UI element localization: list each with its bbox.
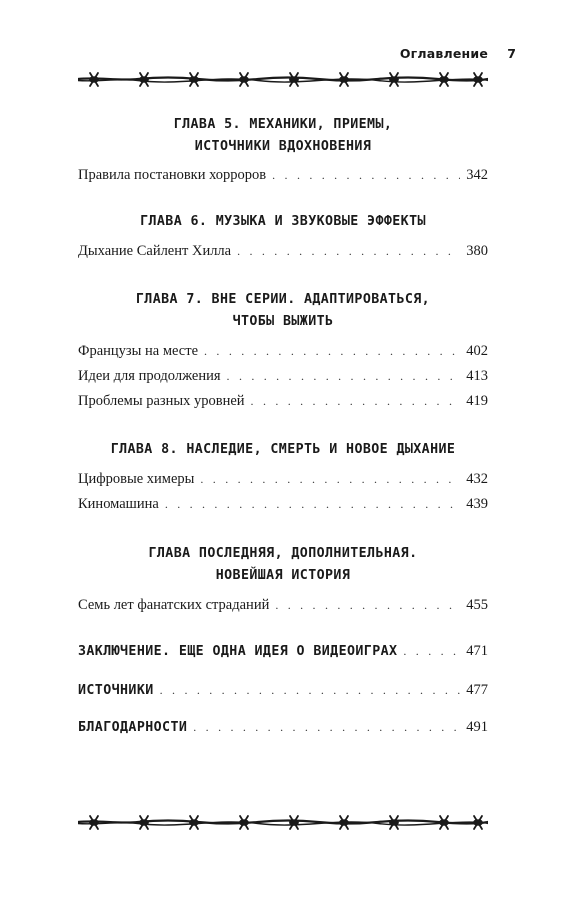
page-number: 7 (507, 46, 516, 61)
dot-leader (251, 390, 461, 412)
toc-entry[interactable] (78, 468, 488, 490)
dot-leader (272, 164, 460, 186)
toc-entry-page: 455 (466, 597, 488, 613)
toc-entry[interactable] (78, 493, 488, 515)
dot-leader (165, 493, 460, 515)
chapter-heading-line: ГЛАВА 6. МУЗЫКА И ЗВУКОВЫЕ ЭФФЕКТЫ (140, 214, 426, 229)
toc-entry-title: ЗАКЛЮЧЕНИЕ. ЕЩЕ ОДНА ИДЕЯ О ВИДЕОИГРАХ (78, 644, 398, 659)
toc-entry-title: БЛАГОДАРНОСТИ (78, 720, 188, 735)
toc-entry-page: 477 (466, 682, 488, 698)
barbed-wire-divider-bottom (78, 811, 488, 833)
dot-leader (275, 594, 460, 616)
chapter-heading-line: ГЛАВА 7. ВНЕ СЕРИИ. АДАПТИРОВАТЬСЯ, (135, 292, 431, 307)
toc-entry-page: 402 (466, 343, 488, 359)
toc-entry-page: 380 (466, 243, 488, 259)
toc-entry[interactable] (78, 340, 488, 362)
dot-leader (200, 468, 460, 490)
chapter-heading-line: ИСТОЧНИКИ ВДОХНОВЕНИЯ (194, 139, 372, 154)
chapter-5-heading (78, 114, 488, 158)
toc-entry-page: 419 (466, 393, 488, 409)
chapter-heading-line: НОВЕЙШАЯ ИСТОРИЯ (215, 568, 351, 583)
toc-entry[interactable] (78, 240, 488, 262)
chapter-6-heading (78, 211, 488, 233)
toc-entry[interactable] (78, 164, 488, 186)
toc-entry-acknowledgements[interactable] (78, 716, 488, 738)
toc-entry-title: Цифровые химеры (78, 471, 195, 487)
chapter-7-heading (78, 289, 488, 333)
toc-entry-page: 439 (466, 496, 488, 512)
toc-entry-title: Идеи для продолжения (78, 368, 221, 384)
toc-entry-title: Проблемы разных уровней (78, 393, 245, 409)
chapter-heading-line: ГЛАВА 5. МЕХАНИКИ, ПРИЕМЫ, (173, 117, 393, 132)
toc-entry-page: 432 (466, 471, 488, 487)
dot-leader (227, 365, 461, 387)
toc-entry-title: Киномашина (78, 496, 159, 512)
dot-leader (403, 640, 460, 662)
toc-entry-page: 491 (466, 719, 488, 735)
toc-entry-title: ИСТОЧНИКИ (78, 683, 154, 698)
chapter-heading-line: ЧТОБЫ ВЫЖИТЬ (232, 314, 334, 329)
toc-entry-title: Правила постановки хорроров (78, 167, 267, 183)
toc-entry[interactable] (78, 594, 488, 616)
toc-entry-conclusion[interactable] (78, 640, 488, 662)
chapter-last-heading (78, 543, 488, 587)
dot-leader (204, 340, 460, 362)
toc-entry-page: 471 (466, 643, 488, 659)
chapter-heading-line: ГЛАВА 8. НАСЛЕДИЕ, СМЕРТЬ И НОВОЕ ДЫХАНИЕ (110, 442, 456, 457)
barbed-wire-divider-top (78, 68, 488, 90)
dot-leader (160, 679, 461, 701)
toc-entry-sources[interactable] (78, 679, 488, 701)
toc-entry[interactable] (78, 365, 488, 387)
chapter-8-heading (78, 439, 488, 461)
dot-leader (237, 240, 460, 262)
dot-leader (193, 716, 460, 738)
toc-entry-title: Семь лет фанатских страданий (78, 597, 270, 613)
toc-entry-title: Французы на месте (78, 343, 199, 359)
toc-entry-title: Дыхание Сайлент Хилла (78, 243, 232, 259)
chapter-heading-line: ГЛАВА ПОСЛЕДНЯЯ, ДОПОЛНИТЕЛЬНАЯ. (148, 546, 418, 561)
toc-entry-page: 342 (466, 167, 488, 183)
toc-entry-page: 413 (466, 368, 488, 384)
toc-entry[interactable] (78, 390, 488, 412)
running-head: Оглавление (399, 46, 488, 61)
